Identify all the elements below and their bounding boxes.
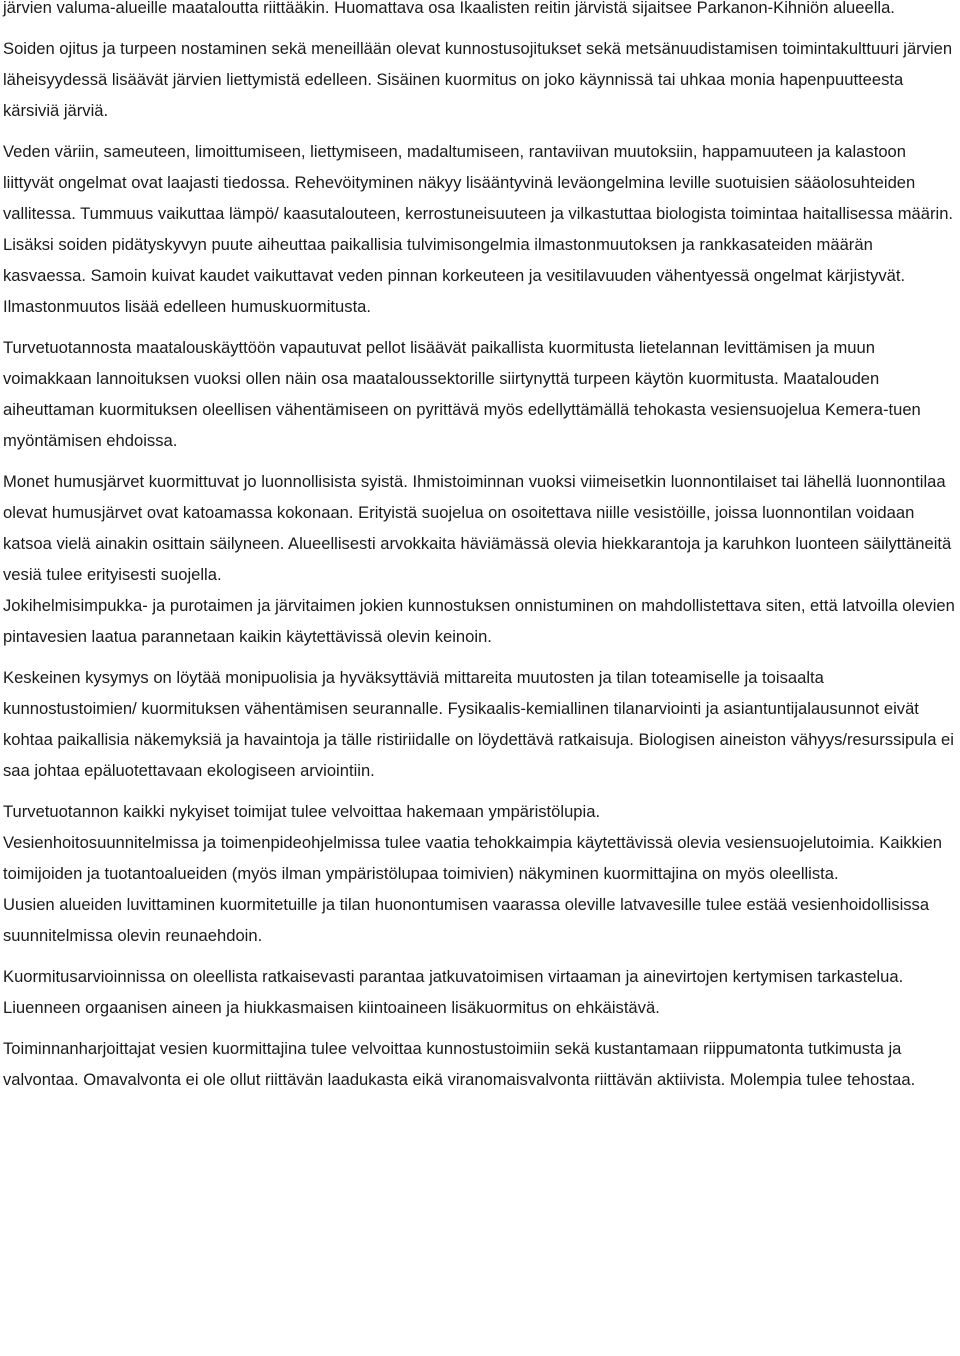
paragraph-1-text: järvien valuma-alueille maataloutta riittääkin. Huomattava osa Ikaalisten reitin järvistä sijaitsee Parkanon-Kihniön alueella. xyxy=(3,0,895,17)
paragraph-5 xyxy=(3,466,958,590)
paragraph-1 xyxy=(3,0,958,23)
paragraph-12-text: Toiminnanharjoittajat vesien kuormittajina tulee velvoittaa kunnostustoimiin sekä kustantamaan riippumatonta tutkimusta ja valvontaa. Omavalvonta ei ole ollut riittävän laadukasta eikä viranomaisvalvonta riittävän aktiivista. Molempia tulee tehostaa. xyxy=(3,1039,916,1089)
paragraph-2-text: Soiden ojitus ja turpeen nostaminen sekä meneillään olevat kunnostusojitukset sekä metsänuudistamisen toimintakulttuuri järvien läheisyydessä lisäävät järvien liettymistä edelleen. Sisäinen kuormitus on joko käynnissä tai uhkaa monia hapenpuutteesta kärsiviä järviä. xyxy=(3,39,953,120)
paragraph-6 xyxy=(3,590,958,652)
paragraph-10-text: Uusien alueiden luvittaminen kuormitetuille ja tilan huonontumisen vaarassa oleville latvavesille tulee estää vesienhoidollisissa suunnitelmissa olevin reunaehdoin. xyxy=(3,895,930,945)
paragraph-11 xyxy=(3,961,958,1023)
paragraph-5-text: Monet humusjärvet kuormittuvat jo luonnollisista syistä. Ihmistoiminnan vuoksi viimeisetkin luonnontilaiset tai lähellä luonnontilaa olevat humusjärvet ovat katoamassa kokonaan. Erityistä suojelua on osoitettava niille vesistöille, joissa luonnontilan voidaan katsoa vielä ainakin osittain säilyneen. Alueellisesti arvokkaita häviämässä olevia hiekkarantoja ja karuhkon luonteen säilyttäneitä vesiä tulee erityisesti suojella. xyxy=(3,472,952,584)
paragraph-7-text: Keskeinen kysymys on löytää monipuolisia ja hyväksyttäviä mittareita muutosten ja tilan toteamiselle ja toisaalta kunnostustoimien/ kuormituksen vähentämisen seurannalle. Fysikaalis-kemiallinen tilanarviointi ja asiantuntijalausunnot eivät kohtaa paikallisia näkemyksiä ja havaintoja ja tälle ristiriidalle on löydettävä ratkaisuja. Biologisen aineiston vähyys/resurssipula ei saa johtaa epäluotettavaan ekologiseen arviointiin. xyxy=(3,668,954,780)
paragraph-8-text: Turvetuotannon kaikki nykyiset toimijat tulee velvoittaa hakemaan ympäristölupia. xyxy=(3,802,601,821)
paragraph-9 xyxy=(3,827,958,889)
paragraph-4-text: Turvetuotannosta maatalouskäyttöön vapautuvat pellot lisäävät paikallista kuormitusta lietelannan levittämisen ja muun voimakkaan lannoituksen vuoksi ollen näin osa maataloussektorille siirtynyttä turpeen käytön kuormitusta. Maatalouden aiheuttaman kuormituksen oleellisen vähentämiseen on pyrittävä myös edellyttämällä tehokasta vesiensuojelua Kemera-tuen myöntämisen ehdoissa. xyxy=(3,338,921,450)
paragraph-4 xyxy=(3,332,958,456)
paragraph-8 xyxy=(3,796,958,827)
paragraph-2 xyxy=(3,33,958,126)
paragraph-3 xyxy=(3,136,958,322)
paragraph-6-text: Jokihelmisimpukka- ja purotaimen ja järvitaimen jokien kunnostuksen onnistuminen on mahdollistettava siten, että latvoilla olevien pintavesien laatua parannetaan kaikin käytettävissä olevin keinoin. xyxy=(3,596,955,646)
document-page xyxy=(3,0,958,1105)
paragraph-10 xyxy=(3,889,958,951)
paragraph-3-text: Veden väriin, sameuteen, limoittumiseen, liettymiseen, madaltumiseen, rantaviivan muutoksiin, happamuuteen ja kalastoon liittyvät ongelmat ovat laajasti tiedossa. Rehevöityminen näkyy lisääntyvinä leväongelmina leville suotuisien sääolosuhteiden vallitessa. Tummuus vaikuttaa lämpö/ kaasutalouteen, kerrostuneisuuteen ja vilkastuttaa biologista toimintaa haitallisessa määrin. Lisäksi soiden pidätyskyvyn puute aiheuttaa paikallisia tulvimisongelmia ilmastonmuutoksen ja rankkasateiden määrän kasvaessa. Samoin kuivat kaudet vaikuttavat veden pinnan korkeuteen ja vesitilavuuden vähentyessä ongelmat kärjistyvät. Ilmastonmuutos lisää edelleen humuskuormitusta. xyxy=(3,142,954,316)
paragraph-9-text: Vesienhoitosuunnitelmissa ja toimenpideohjelmissa tulee vaatia tehokkaimpia käytettävissä olevia vesiensuojelutoimia. Kaikkien toimijoiden ja tuotantoalueiden (myös ilman ympäristölupaa toimivien) näkyminen kuormittajina on myös oleellista. xyxy=(3,833,942,883)
paragraph-11-text: Kuormitusarvioinnissa on oleellista ratkaisevasti parantaa jatkuvatoimisen virtaaman ja ainevirtojen kertymisen tarkastelua. Liuenneen orgaanisen aineen ja hiukkasmaisen kiintoaineen lisäkuormitus on ehkäistävä. xyxy=(3,967,904,1017)
paragraph-12 xyxy=(3,1033,958,1095)
paragraph-7 xyxy=(3,662,958,786)
